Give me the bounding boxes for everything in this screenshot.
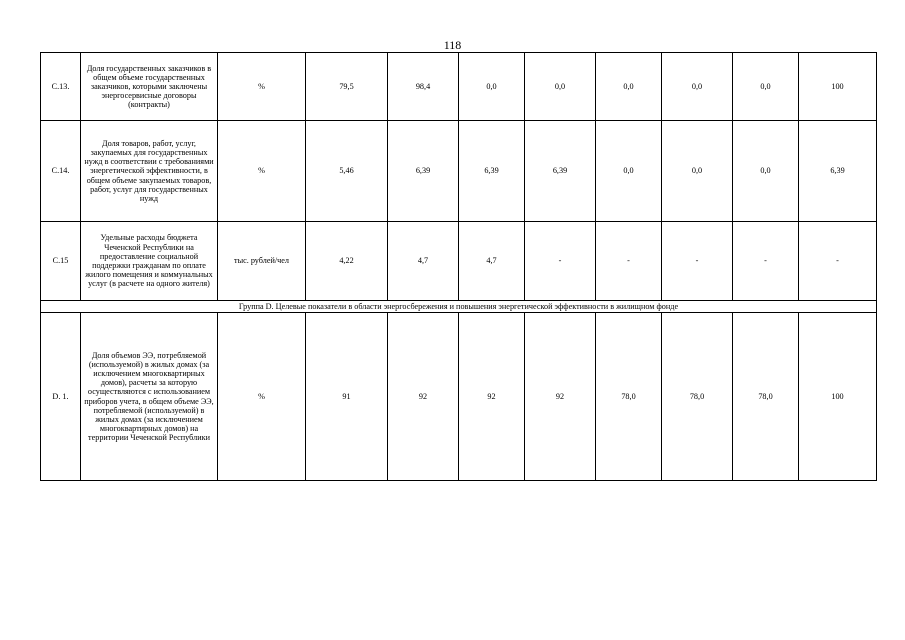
value-cell: 4,7	[388, 222, 459, 301]
value-cell: 92	[388, 313, 459, 481]
table-row	[41, 121, 877, 222]
value-cell: 79,5	[306, 53, 388, 121]
table-row	[41, 313, 877, 481]
value-cell: 91	[306, 313, 388, 481]
row-name: Доля объемов ЭЭ, потребляемой (используемой) в жилых домах (за исключением многоквартирных домов), расчеты за которую осуществляются с использованием приборов учета, в общем объеме ЭЭ, потребляемой (используемой) в жилых домах (за исключением многоквартирных домов) на территории Чеченской Республики	[81, 313, 218, 481]
row-unit: %	[218, 121, 306, 222]
row-unit: тыс. рублей/чел	[218, 222, 306, 301]
value-cell: -	[733, 222, 799, 301]
value-cell: 92	[525, 313, 596, 481]
row-name: Удельные расходы бюджета Чеченской Республики на предоставление социальной поддержки гражданам по оплате жилого помещения и коммунальных услуг (в расчете на одного жителя)	[81, 222, 218, 301]
value-cell: 78,0	[596, 313, 662, 481]
table-row	[41, 53, 877, 121]
value-cell: 0,0	[596, 121, 662, 222]
value-cell: -	[662, 222, 733, 301]
value-cell: 78,0	[733, 313, 799, 481]
value-cell: -	[596, 222, 662, 301]
value-cell: -	[525, 222, 596, 301]
value-cell: 6,39	[388, 121, 459, 222]
row-name: Доля товаров, работ, услуг, закупаемых для государственных нужд в соответствии с требованиями энергетической эффективности, в общем объеме закупаемых товаров, работ, услуг для государственных нужд	[81, 121, 218, 222]
row-code: C.15	[41, 222, 81, 301]
value-cell: 4,22	[306, 222, 388, 301]
indicators-table	[40, 52, 877, 481]
value-cell: 6,39	[525, 121, 596, 222]
value-cell: 92	[459, 313, 525, 481]
value-cell: -	[799, 222, 877, 301]
group-heading-row	[41, 301, 877, 313]
page-number: 118	[443, 38, 462, 52]
value-cell: 5,46	[306, 121, 388, 222]
row-code: C.14.	[41, 121, 81, 222]
row-code: C.13.	[41, 53, 81, 121]
value-cell: 0,0	[459, 53, 525, 121]
value-cell: 78,0	[662, 313, 733, 481]
row-code: D. 1.	[41, 313, 81, 481]
value-cell: 0,0	[662, 53, 733, 121]
row-name: Доля государственных заказчиков в общем объеме государственных заказчиков, которыми заключены энергосервисные договоры (контракты)	[81, 53, 218, 121]
value-cell: 0,0	[662, 121, 733, 222]
value-cell: 100	[799, 53, 877, 121]
row-unit: %	[218, 53, 306, 121]
value-cell: 0,0	[733, 53, 799, 121]
table-row	[41, 222, 877, 301]
group-heading: Группа D. Целевые показатели в области энергосбережения и повышения энергетической эффективности в жилищном фонде	[41, 301, 877, 313]
value-cell: 6,39	[799, 121, 877, 222]
value-cell: 98,4	[388, 53, 459, 121]
value-cell: 0,0	[596, 53, 662, 121]
row-unit: %	[218, 313, 306, 481]
value-cell: 0,0	[525, 53, 596, 121]
value-cell: 0,0	[733, 121, 799, 222]
value-cell: 6,39	[459, 121, 525, 222]
value-cell: 100	[799, 313, 877, 481]
value-cell: 4,7	[459, 222, 525, 301]
